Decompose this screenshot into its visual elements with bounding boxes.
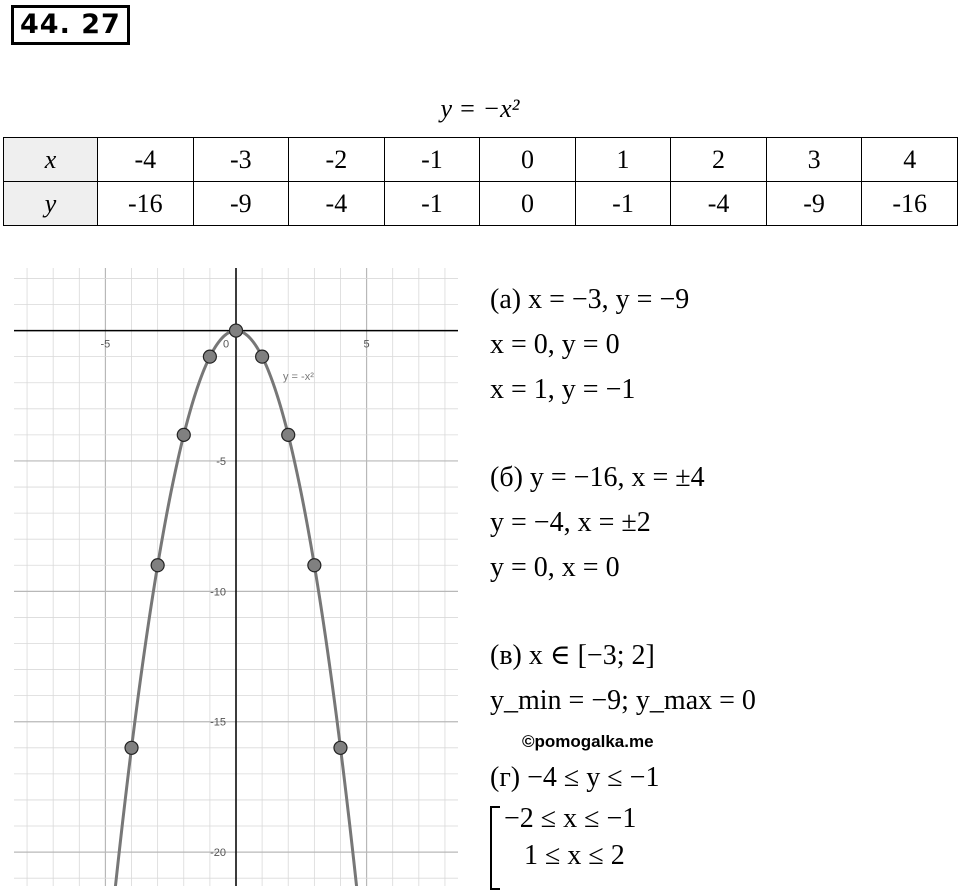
function-title: y = −x² [440,94,520,123]
parabola-graph [14,268,458,886]
answer-b-line-2: y = −4, x = ±2 [490,507,651,538]
x-tick-label: 5 [363,338,370,351]
data-point [151,559,164,572]
y-header-cell: y [4,182,98,226]
y-cell: -4 [289,182,385,226]
table-row-x [4,138,958,182]
y-cell: 0 [480,182,576,226]
y-cell: -1 [384,182,480,226]
x-tick-label: -5 [100,338,111,351]
x-cell: 4 [862,138,958,182]
x-cell: 1 [575,138,671,182]
answer-a-line-3: x = 1, y = −1 [490,374,636,405]
x-cell: 2 [671,138,767,182]
answer-a-line-1: (а) x = −3, y = −9 [490,284,690,315]
answer-v-line-2: y_min = −9; y_max = 0 [490,685,756,716]
answers-block [490,277,940,874]
y-cell: -1 [575,182,671,226]
data-point [125,741,138,754]
system-bracket [490,806,500,890]
answer-g-system [490,800,940,874]
data-point [334,741,347,754]
answer-b-line-3: y = 0, x = 0 [490,552,620,583]
watermark: ©pomogalka.me [522,732,654,751]
y-cell: -9 [193,182,289,226]
y-cell: -16 [862,182,958,226]
data-point [282,428,295,441]
y-tick-label: -5 [216,455,226,468]
data-point [230,324,243,337]
x-cell: 0 [480,138,576,182]
data-point [203,350,216,363]
x-tick-label: 0 [222,338,230,351]
data-point [256,350,269,363]
y-cell: -9 [766,182,862,226]
answer-g-title: (г) −4 ≤ y ≤ −1 [490,762,660,793]
x-cell: -2 [289,138,385,182]
x-cell: -1 [384,138,480,182]
data-point [308,559,321,572]
y-cell: -4 [671,182,767,226]
y-cell: -16 [98,182,194,226]
y-tick-label: -10 [210,586,226,599]
table-row-y [4,182,958,226]
answer-a-line-2: x = 0, y = 0 [490,329,620,360]
answer-g-system-line-1: −2 ≤ x ≤ −1 [504,803,637,834]
answer-v-line-1: (в) x ∈ [−3; 2] [490,640,655,671]
answer-g-system-line-2: 1 ≤ x ≤ 2 [524,840,625,871]
x-cell: 3 [766,138,862,182]
x-header-cell: x [4,138,98,182]
y-tick-label: -15 [210,716,226,729]
curve-label: y = -x² [283,371,314,384]
answer-b-line-1: (б) y = −16, x = ±4 [490,462,705,493]
x-cell: -4 [98,138,194,182]
problem-number: 44. 27 [11,5,130,45]
x-cell: -3 [193,138,289,182]
y-tick-label: -20 [210,847,226,860]
data-point [177,428,190,441]
values-table [3,137,958,226]
